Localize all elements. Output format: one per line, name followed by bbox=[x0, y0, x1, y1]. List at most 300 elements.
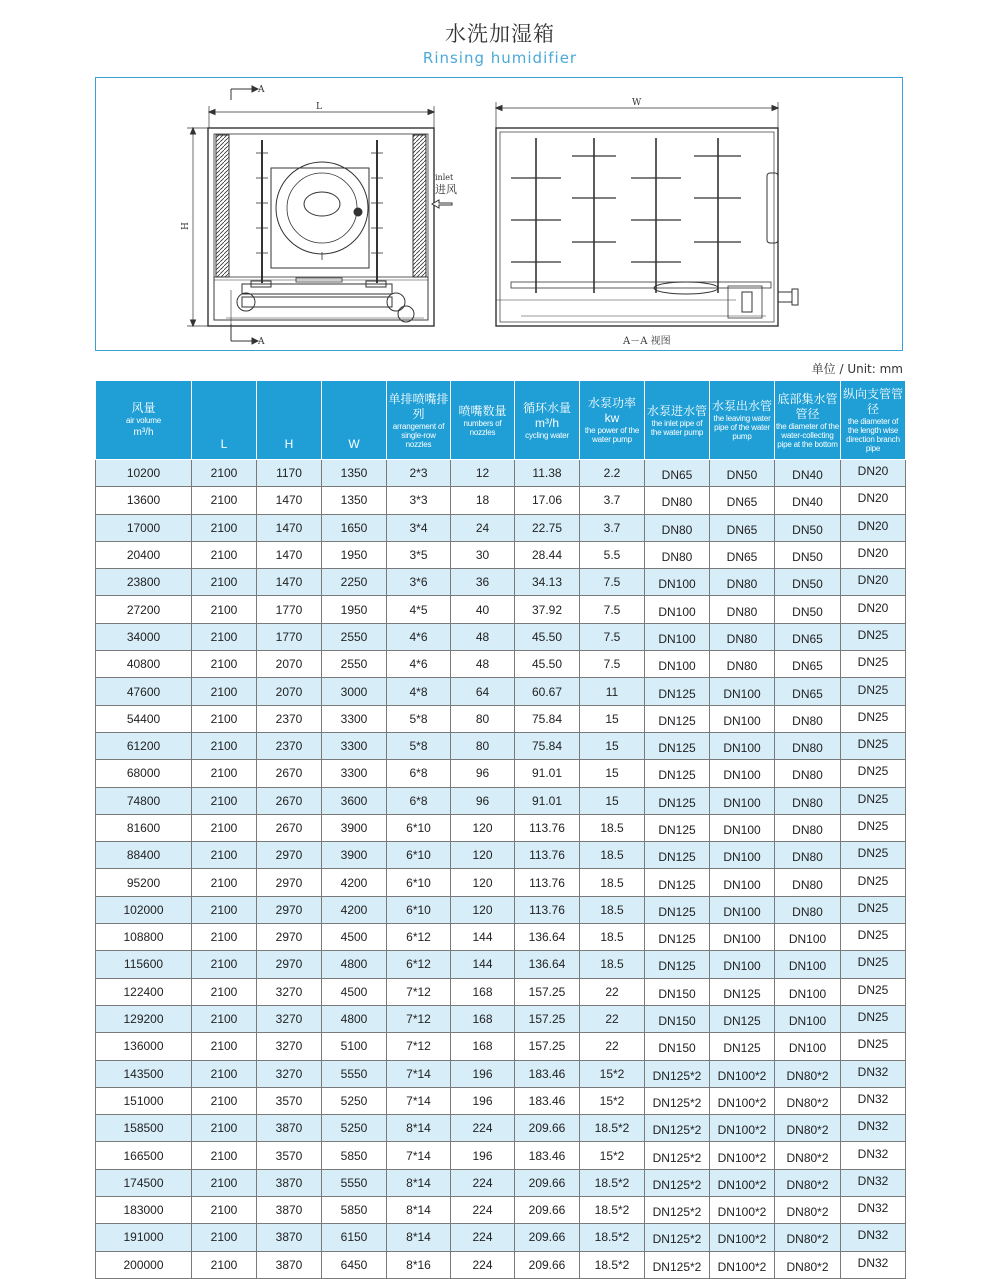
table-cell: DN125 bbox=[645, 705, 710, 732]
table-cell: DN125 bbox=[645, 896, 710, 923]
table-cell: 8*14 bbox=[387, 1224, 451, 1251]
table-cell: 120 bbox=[451, 896, 515, 923]
table-cell: 196 bbox=[451, 1087, 515, 1114]
table-cell: DN80 bbox=[710, 596, 775, 623]
table-cell: 191000 bbox=[96, 1224, 192, 1251]
table-cell: DN25 bbox=[841, 896, 906, 923]
table-cell: 2370 bbox=[257, 732, 322, 759]
table-cell: 5*8 bbox=[387, 732, 451, 759]
table-row bbox=[96, 1142, 906, 1169]
table-cell: DN20 bbox=[841, 596, 906, 623]
table-cell: DN100 bbox=[775, 978, 841, 1005]
table-cell: DN100 bbox=[710, 814, 775, 841]
table-cell: 34000 bbox=[96, 623, 192, 650]
table-cell: 18.5*2 bbox=[580, 1169, 645, 1196]
table-cell: DN100*2 bbox=[710, 1060, 775, 1087]
table-cell: 224 bbox=[451, 1224, 515, 1251]
table-cell: DN65 bbox=[645, 460, 710, 487]
table-cell: DN25 bbox=[841, 678, 906, 705]
table-cell: DN25 bbox=[841, 1005, 906, 1032]
table-cell: 2100 bbox=[192, 487, 257, 514]
table-cell: DN100 bbox=[710, 842, 775, 869]
table-cell: DN32 bbox=[841, 1060, 906, 1087]
table-cell: 20400 bbox=[96, 541, 192, 568]
table-cell: DN150 bbox=[645, 1005, 710, 1032]
table-cell: DN80*2 bbox=[775, 1087, 841, 1114]
table-cell: 18.5 bbox=[580, 814, 645, 841]
table-cell: DN25 bbox=[841, 814, 906, 841]
table-cell: 15*2 bbox=[580, 1087, 645, 1114]
table-cell: DN65 bbox=[710, 487, 775, 514]
table-cell: 75.84 bbox=[515, 705, 580, 732]
table-cell: 2100 bbox=[192, 1169, 257, 1196]
table-row bbox=[96, 1005, 906, 1032]
table-cell: 2100 bbox=[192, 678, 257, 705]
table-cell: 3.7 bbox=[580, 514, 645, 541]
table-cell: DN50 bbox=[775, 541, 841, 568]
table-cell: 120 bbox=[451, 869, 515, 896]
table-cell: DN50 bbox=[710, 460, 775, 487]
table-cell: DN20 bbox=[841, 514, 906, 541]
table-row bbox=[96, 896, 906, 923]
table-cell: 143500 bbox=[96, 1060, 192, 1087]
table-cell: 36 bbox=[451, 569, 515, 596]
table-cell: 74800 bbox=[96, 787, 192, 814]
table-cell: 136.64 bbox=[515, 951, 580, 978]
table-cell: 7.5 bbox=[580, 623, 645, 650]
inlet-label-en: inlet bbox=[435, 173, 454, 182]
table-cell: 157.25 bbox=[515, 1033, 580, 1060]
table-row bbox=[96, 924, 906, 951]
table-cell: DN25 bbox=[841, 1033, 906, 1060]
table-cell: DN100 bbox=[710, 951, 775, 978]
table-cell: 18.5*2 bbox=[580, 1115, 645, 1142]
table-cell: DN125*2 bbox=[645, 1224, 710, 1251]
table-cell: 5.5 bbox=[580, 541, 645, 568]
table-cell: 15 bbox=[580, 787, 645, 814]
table-cell: 2670 bbox=[257, 814, 322, 841]
table-cell: 4*5 bbox=[387, 596, 451, 623]
table-cell: 4*8 bbox=[387, 678, 451, 705]
table-cell: DN40 bbox=[775, 487, 841, 514]
table-cell: 1170 bbox=[257, 460, 322, 487]
table-cell: 183.46 bbox=[515, 1087, 580, 1114]
table-cell: 1470 bbox=[257, 514, 322, 541]
table-cell: DN50 bbox=[775, 569, 841, 596]
table-cell: 47600 bbox=[96, 678, 192, 705]
table-cell: 7*14 bbox=[387, 1142, 451, 1169]
table-cell: 4*6 bbox=[387, 651, 451, 678]
table-cell: 3570 bbox=[257, 1087, 322, 1114]
header-w: W bbox=[322, 381, 387, 460]
table-cell: DN32 bbox=[841, 1251, 906, 1278]
table-cell: 168 bbox=[451, 1005, 515, 1032]
table-cell: DN65 bbox=[710, 514, 775, 541]
table-cell: 22 bbox=[580, 1033, 645, 1060]
table-cell: DN100 bbox=[710, 787, 775, 814]
table-cell: 81600 bbox=[96, 814, 192, 841]
table-cell: 22 bbox=[580, 1005, 645, 1032]
table-cell: DN20 bbox=[841, 541, 906, 568]
table-cell: 2100 bbox=[192, 1197, 257, 1224]
table-cell: 102000 bbox=[96, 896, 192, 923]
technical-drawing bbox=[95, 77, 903, 351]
table-cell: 2*3 bbox=[387, 460, 451, 487]
table-cell: DN125 bbox=[710, 1033, 775, 1060]
table-cell: 2100 bbox=[192, 869, 257, 896]
table-cell: 40 bbox=[451, 596, 515, 623]
table-cell: 2100 bbox=[192, 1115, 257, 1142]
table-cell: 144 bbox=[451, 924, 515, 951]
table-cell: DN100 bbox=[710, 924, 775, 951]
table-cell: 6150 bbox=[322, 1224, 387, 1251]
table-cell: 2.2 bbox=[580, 460, 645, 487]
table-row bbox=[96, 487, 906, 514]
table-cell: 4200 bbox=[322, 869, 387, 896]
table-cell: 115600 bbox=[96, 951, 192, 978]
table-cell: 4*6 bbox=[387, 623, 451, 650]
table-cell: 2100 bbox=[192, 569, 257, 596]
table-cell: 6*12 bbox=[387, 951, 451, 978]
table-cell: DN80*2 bbox=[775, 1251, 841, 1278]
table-cell: 3300 bbox=[322, 760, 387, 787]
table-cell: 2100 bbox=[192, 1142, 257, 1169]
table-cell: 91.01 bbox=[515, 760, 580, 787]
table-row bbox=[96, 1060, 906, 1087]
spec-table bbox=[95, 380, 906, 1279]
header-branch-pipe: 纵向支管管径 the diameter of the length wise direction branch pipe bbox=[841, 381, 906, 460]
table-cell: DN80 bbox=[645, 487, 710, 514]
table-cell: DN80 bbox=[645, 514, 710, 541]
table-cell: 136000 bbox=[96, 1033, 192, 1060]
table-cell: DN125 bbox=[645, 924, 710, 951]
table-cell: DN125*2 bbox=[645, 1142, 710, 1169]
table-cell: 2100 bbox=[192, 651, 257, 678]
section-mark-top: A bbox=[258, 85, 265, 95]
dimension-l: L bbox=[316, 102, 322, 112]
table-cell: 120 bbox=[451, 842, 515, 869]
table-cell: 196 bbox=[451, 1060, 515, 1087]
table-cell: 95200 bbox=[96, 869, 192, 896]
table-cell: DN125 bbox=[645, 814, 710, 841]
table-cell: 2100 bbox=[192, 760, 257, 787]
table-cell: 48 bbox=[451, 623, 515, 650]
table-cell: 22.75 bbox=[515, 514, 580, 541]
table-cell: DN25 bbox=[841, 651, 906, 678]
table-cell: DN25 bbox=[841, 732, 906, 759]
table-cell: 18.5*2 bbox=[580, 1224, 645, 1251]
table-cell: 1470 bbox=[257, 569, 322, 596]
table-row bbox=[96, 732, 906, 759]
table-cell: 2100 bbox=[192, 951, 257, 978]
table-cell: 27200 bbox=[96, 596, 192, 623]
section-view bbox=[496, 102, 798, 326]
table-cell: DN100*2 bbox=[710, 1224, 775, 1251]
table-row bbox=[96, 596, 906, 623]
table-cell: 15 bbox=[580, 705, 645, 732]
table-cell: DN100 bbox=[710, 896, 775, 923]
table-cell: DN125 bbox=[645, 869, 710, 896]
table-cell: 2100 bbox=[192, 1251, 257, 1278]
table-cell: 7*12 bbox=[387, 1005, 451, 1032]
table-cell: 12 bbox=[451, 460, 515, 487]
table-cell: DN25 bbox=[841, 623, 906, 650]
table-cell: 3*4 bbox=[387, 514, 451, 541]
table-cell: 68000 bbox=[96, 760, 192, 787]
table-cell: 17.06 bbox=[515, 487, 580, 514]
header-cycling-water: 循环水量m³/h cycling water bbox=[515, 381, 580, 460]
header-pump-power: 水泵功率kw the power of the water pump bbox=[580, 381, 645, 460]
table-cell: 2970 bbox=[257, 896, 322, 923]
table-cell: DN80 bbox=[775, 787, 841, 814]
table-cell: 4800 bbox=[322, 951, 387, 978]
table-cell: DN80 bbox=[775, 760, 841, 787]
table-cell: 6*10 bbox=[387, 842, 451, 869]
table-cell: 122400 bbox=[96, 978, 192, 1005]
table-cell: DN80*2 bbox=[775, 1060, 841, 1087]
table-cell: 7.5 bbox=[580, 596, 645, 623]
table-cell: DN20 bbox=[841, 487, 906, 514]
table-cell: 2370 bbox=[257, 705, 322, 732]
table-cell: DN125*2 bbox=[645, 1115, 710, 1142]
table-row bbox=[96, 623, 906, 650]
table-cell: DN32 bbox=[841, 1197, 906, 1224]
table-cell: 3270 bbox=[257, 978, 322, 1005]
table-cell: DN25 bbox=[841, 951, 906, 978]
table-cell: DN100*2 bbox=[710, 1169, 775, 1196]
table-cell: DN100 bbox=[775, 951, 841, 978]
table-cell: 18.5 bbox=[580, 951, 645, 978]
table-row bbox=[96, 787, 906, 814]
table-cell: 3600 bbox=[322, 787, 387, 814]
table-cell: 2100 bbox=[192, 814, 257, 841]
table-cell: 1770 bbox=[257, 596, 322, 623]
table-cell: 64 bbox=[451, 678, 515, 705]
table-cell: 3870 bbox=[257, 1115, 322, 1142]
table-cell: DN65 bbox=[775, 623, 841, 650]
table-row bbox=[96, 869, 906, 896]
table-cell: 183.46 bbox=[515, 1142, 580, 1169]
header-nozzle-count: 喷嘴数量 numbers of nozzles bbox=[451, 381, 515, 460]
table-cell: 113.76 bbox=[515, 869, 580, 896]
table-cell: DN80 bbox=[775, 732, 841, 759]
table-cell: 174500 bbox=[96, 1169, 192, 1196]
table-cell: 3870 bbox=[257, 1251, 322, 1278]
table-cell: DN100 bbox=[775, 1005, 841, 1032]
table-cell: 54400 bbox=[96, 705, 192, 732]
table-cell: 209.66 bbox=[515, 1115, 580, 1142]
table-cell: DN150 bbox=[645, 978, 710, 1005]
table-cell: 6*8 bbox=[387, 787, 451, 814]
table-cell: 158500 bbox=[96, 1115, 192, 1142]
table-cell: 2100 bbox=[192, 596, 257, 623]
table-row bbox=[96, 951, 906, 978]
table-cell: 3270 bbox=[257, 1033, 322, 1060]
table-cell: 5250 bbox=[322, 1087, 387, 1114]
table-row bbox=[96, 651, 906, 678]
table-cell: 1770 bbox=[257, 623, 322, 650]
table-cell: DN100*2 bbox=[710, 1087, 775, 1114]
table-cell: 15*2 bbox=[580, 1142, 645, 1169]
table-cell: 3*3 bbox=[387, 487, 451, 514]
table-cell: 2100 bbox=[192, 541, 257, 568]
table-cell: DN80 bbox=[775, 869, 841, 896]
table-cell: 7*14 bbox=[387, 1087, 451, 1114]
table-cell: 2070 bbox=[257, 651, 322, 678]
table-cell: 45.50 bbox=[515, 623, 580, 650]
table-cell: 18.5 bbox=[580, 869, 645, 896]
table-cell: 34.13 bbox=[515, 569, 580, 596]
table-cell: 2100 bbox=[192, 623, 257, 650]
table-cell: 1650 bbox=[322, 514, 387, 541]
table-cell: 80 bbox=[451, 732, 515, 759]
table-cell: 7*14 bbox=[387, 1060, 451, 1087]
table-cell: 108800 bbox=[96, 924, 192, 951]
table-row bbox=[96, 705, 906, 732]
table-cell: 48 bbox=[451, 651, 515, 678]
table-cell: 80 bbox=[451, 705, 515, 732]
table-cell: 3870 bbox=[257, 1169, 322, 1196]
page-subtitle: Rinsing humidifier bbox=[422, 49, 578, 67]
table-cell: 11 bbox=[580, 678, 645, 705]
table-cell: DN80*2 bbox=[775, 1197, 841, 1224]
table-row bbox=[96, 1087, 906, 1114]
table-cell: 3870 bbox=[257, 1197, 322, 1224]
table-cell: DN100 bbox=[710, 678, 775, 705]
table-cell: 5100 bbox=[322, 1033, 387, 1060]
table-cell: 61200 bbox=[96, 732, 192, 759]
table-cell: DN150 bbox=[645, 1033, 710, 1060]
header-air-volume: 风量 air volume m³/h bbox=[96, 381, 192, 460]
header-collecting-pipe: 底部集水管管径 the diameter of the water-collecting pipe at the bottom bbox=[775, 381, 841, 460]
table-cell: 7*12 bbox=[387, 1033, 451, 1060]
table-cell: 136.64 bbox=[515, 924, 580, 951]
table-cell: DN125*2 bbox=[645, 1251, 710, 1278]
dimension-w: W bbox=[632, 98, 642, 108]
table-cell: DN80 bbox=[775, 842, 841, 869]
table-cell: 209.66 bbox=[515, 1224, 580, 1251]
table-cell: 157.25 bbox=[515, 1005, 580, 1032]
table-cell: 24 bbox=[451, 514, 515, 541]
table-cell: 2070 bbox=[257, 678, 322, 705]
table-cell: DN100 bbox=[775, 1033, 841, 1060]
table-cell: 209.66 bbox=[515, 1197, 580, 1224]
table-cell: 3900 bbox=[322, 814, 387, 841]
table-cell: 2100 bbox=[192, 842, 257, 869]
table-cell: DN80*2 bbox=[775, 1224, 841, 1251]
drawing-svg bbox=[96, 78, 902, 350]
table-cell: DN32 bbox=[841, 1169, 906, 1196]
view-caption: A－A 视图 bbox=[623, 336, 671, 347]
table-cell: DN25 bbox=[841, 787, 906, 814]
table-cell: DN65 bbox=[775, 678, 841, 705]
table-cell: 2670 bbox=[257, 760, 322, 787]
table-cell: 6*10 bbox=[387, 869, 451, 896]
table-header-row bbox=[96, 381, 906, 460]
table-cell: 113.76 bbox=[515, 842, 580, 869]
table-cell: 3270 bbox=[257, 1060, 322, 1087]
table-cell: DN100*2 bbox=[710, 1251, 775, 1278]
table-cell: 3870 bbox=[257, 1224, 322, 1251]
table-cell: 8*16 bbox=[387, 1251, 451, 1278]
table-cell: 60.67 bbox=[515, 678, 580, 705]
table-cell: 3*5 bbox=[387, 541, 451, 568]
table-row bbox=[96, 978, 906, 1005]
table-cell: 18.5 bbox=[580, 896, 645, 923]
table-cell: 6*8 bbox=[387, 760, 451, 787]
table-cell: DN125*2 bbox=[645, 1197, 710, 1224]
table-cell: 22 bbox=[580, 978, 645, 1005]
table-cell: 3900 bbox=[322, 842, 387, 869]
table-cell: 196 bbox=[451, 1142, 515, 1169]
table-cell: DN100 bbox=[710, 705, 775, 732]
table-cell: 15*2 bbox=[580, 1060, 645, 1087]
table-cell: DN100*2 bbox=[710, 1115, 775, 1142]
table-cell: 129200 bbox=[96, 1005, 192, 1032]
table-cell: 151000 bbox=[96, 1087, 192, 1114]
table-cell: 2100 bbox=[192, 1005, 257, 1032]
header-nozzle-arrangement: 单排喷嘴排列 arrangement of single-row nozzles bbox=[387, 381, 451, 460]
table-cell: DN100 bbox=[645, 623, 710, 650]
table-row bbox=[96, 1251, 906, 1278]
table-cell: 28.44 bbox=[515, 541, 580, 568]
table-cell: 3000 bbox=[322, 678, 387, 705]
section-mark-bottom: A bbox=[258, 337, 265, 347]
table-cell: DN100 bbox=[645, 651, 710, 678]
table-cell: 3570 bbox=[257, 1142, 322, 1169]
table-row bbox=[96, 678, 906, 705]
table-cell: 200000 bbox=[96, 1251, 192, 1278]
table-cell: 1350 bbox=[322, 460, 387, 487]
table-cell: 5*8 bbox=[387, 705, 451, 732]
table-cell: 1350 bbox=[322, 487, 387, 514]
table-cell: DN25 bbox=[841, 978, 906, 1005]
table-cell: 2970 bbox=[257, 842, 322, 869]
table-cell: 2100 bbox=[192, 1087, 257, 1114]
table-cell: DN25 bbox=[841, 705, 906, 732]
table-cell: 23800 bbox=[96, 569, 192, 596]
table-cell: 224 bbox=[451, 1115, 515, 1142]
table-cell: 30 bbox=[451, 541, 515, 568]
table-cell: DN80 bbox=[775, 705, 841, 732]
side-view bbox=[187, 86, 452, 344]
unit-label: 单位 / Unit: mm bbox=[811, 362, 903, 376]
table-cell: 18.5*2 bbox=[580, 1251, 645, 1278]
table-cell: 3300 bbox=[322, 732, 387, 759]
table-cell: 6*10 bbox=[387, 896, 451, 923]
table-cell: 209.66 bbox=[515, 1251, 580, 1278]
table-cell: 10200 bbox=[96, 460, 192, 487]
table-cell: 4500 bbox=[322, 978, 387, 1005]
table-cell: 2670 bbox=[257, 787, 322, 814]
table-cell: DN100 bbox=[645, 596, 710, 623]
table-cell: DN125 bbox=[710, 978, 775, 1005]
table-cell: 3*6 bbox=[387, 569, 451, 596]
table-cell: 6*12 bbox=[387, 924, 451, 951]
table-cell: 8*14 bbox=[387, 1115, 451, 1142]
table-cell: 2970 bbox=[257, 869, 322, 896]
table-cell: 96 bbox=[451, 760, 515, 787]
table-cell: 7.5 bbox=[580, 569, 645, 596]
table-cell: DN80 bbox=[645, 541, 710, 568]
table-cell: 17000 bbox=[96, 514, 192, 541]
table-cell: 18 bbox=[451, 487, 515, 514]
table-cell: 2550 bbox=[322, 623, 387, 650]
page-title: 水洗加湿箱 bbox=[445, 22, 555, 46]
header-l: L bbox=[192, 381, 257, 460]
table-cell: DN125 bbox=[645, 732, 710, 759]
table-cell: DN32 bbox=[841, 1142, 906, 1169]
